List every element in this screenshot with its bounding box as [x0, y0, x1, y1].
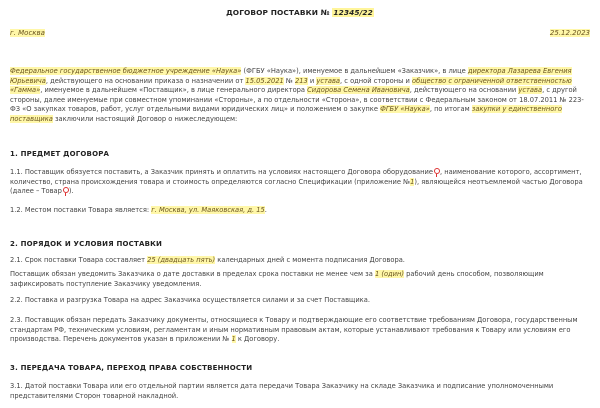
clause-2-2: 2.2. Поставка и разгрузка Товара на адрес Заказчика осуществляется силами и за счет Поставщика.: [10, 296, 370, 304]
text: 1.2. Местом поставки Товара является:: [10, 206, 152, 214]
text: рабочий день способом, позволяющим зафиксировать поступление Заказчику уведомления.: [10, 270, 544, 288]
text: Поставщик обязан уведомить Заказчика о дате доставки в пределах срока поставки не менее чем за: [10, 270, 375, 278]
title-prefix: ДОГОВОР ПОСТАВКИ №: [226, 8, 330, 17]
section-1-heading: 1. ПРЕДМЕТ ДОГОВОРА: [10, 150, 110, 158]
supplier-charter: устава: [518, 86, 543, 95]
clause-2-3: [10, 316, 590, 345]
text: календарных дней с момента подписания Договора.: [215, 256, 405, 264]
text: , с одной стороны и: [340, 76, 412, 85]
customer-director: директора Лазарева Евгения Юрьевича: [10, 67, 572, 85]
text: ), являющейся неотъемлемой частью Договора (далее – Товар: [10, 177, 583, 196]
text: 2.1. Срок поставки Товара составляет: [10, 256, 148, 264]
notice-days: 1 (один): [374, 270, 404, 278]
comment-pin-icon[interactable]: [433, 168, 440, 175]
text: №: [283, 76, 295, 85]
text: 2.3. Поставщик обязан передать Заказчику документы, относящиеся к Товару и подтверждающие его соответствие требованиям Договора, государственным стандартам РФ, техническим условиям, регламентам и иным нормативным правовым актам, которые устанавливают требования к Товару или условиям его производства. Перечень документов указан в приложении №: [10, 316, 578, 344]
comment-pin-icon[interactable]: [62, 187, 69, 194]
clause-1-1: [10, 168, 590, 197]
clause-1-2: [10, 206, 590, 216]
order-date: 15.05.2021: [245, 76, 284, 85]
city: г. Москва: [10, 29, 45, 37]
text: , по итогам: [429, 105, 472, 114]
appendix-number: 1: [410, 177, 415, 186]
clause-2-1-notice: [10, 270, 590, 289]
text: , действующего на основании: [409, 86, 519, 95]
text: , именуемое в дальнейшем «Поставщик», в лице генерального директора: [40, 86, 308, 95]
contract-date: 25.12.2023: [549, 29, 590, 37]
purchase-method: закупки у единственного поставщика: [10, 105, 562, 123]
preamble-paragraph: [10, 67, 590, 125]
text: (ФГБУ «Наука»), именуемое в дальнейшем «Заказчик», в лице: [241, 67, 468, 75]
supplier-director: Сидорова Семена Ивановича: [307, 86, 410, 95]
order-number: 213: [294, 76, 308, 85]
text: , с другой стороны, далее именуемые при совместном упоминании «Стороны», а по отдельности «Сторона», в соответствии с Федеральным законом от 18.07.2011 № 223-ФЗ «О закупках товаров, работ, услуг отдельными видами юридических лиц» и положением о закупке: [10, 86, 584, 114]
supplier-name: общество с ограниченной ответственностью «Гамма»: [10, 76, 572, 95]
document-title: [0, 8, 600, 17]
text: ).: [68, 187, 74, 196]
appendix-number: 1: [231, 335, 236, 344]
clause-2-1: [10, 256, 590, 266]
text: .: [264, 206, 267, 214]
text: заключили настоящий Договор о нижеследующем:: [52, 114, 238, 123]
section-2-heading: 2. ПОРЯДОК И УСЛОВИЯ ПОСТАВКИ: [10, 240, 163, 248]
text: , наименование которого, ассортимент, количество, страна происхождения товара и стоимость определяются согласно Спецификации (приложение №: [10, 168, 582, 186]
section-3-heading: 3. ПЕРЕДАЧА ТОВАРА, ПЕРЕХОД ПРАВА СОБСТВЕННОСТИ: [10, 364, 253, 372]
customer-short-name: ФГБУ «Наука»: [380, 105, 430, 114]
text: 1.1. Поставщик обязуется поставить, а Заказчик принять и оплатить на условиях настоящего Договора оборудование: [10, 168, 433, 176]
contract-number: 12345/22: [333, 8, 373, 17]
text: , действующего на основании приказа о назначении от: [45, 76, 246, 85]
clause-3-1: 3.1. Датой поставки Товара или его отдельной партии является дата передачи Товара Заказчику на складе Заказчика и подписание уполномоченными представителями Сторон товарной накладной.: [10, 382, 554, 400]
customer-full-name: Федеральное государственное бюджетное учреждение «Наука»: [10, 67, 242, 75]
customer-charter: устава: [316, 76, 341, 85]
delivery-place: г. Москва, ул. Маяковская, д. 15: [151, 206, 265, 214]
text: к Договору.: [235, 335, 280, 344]
delivery-term: 25 (двадцать пять): [147, 256, 216, 264]
text: и: [307, 76, 317, 85]
